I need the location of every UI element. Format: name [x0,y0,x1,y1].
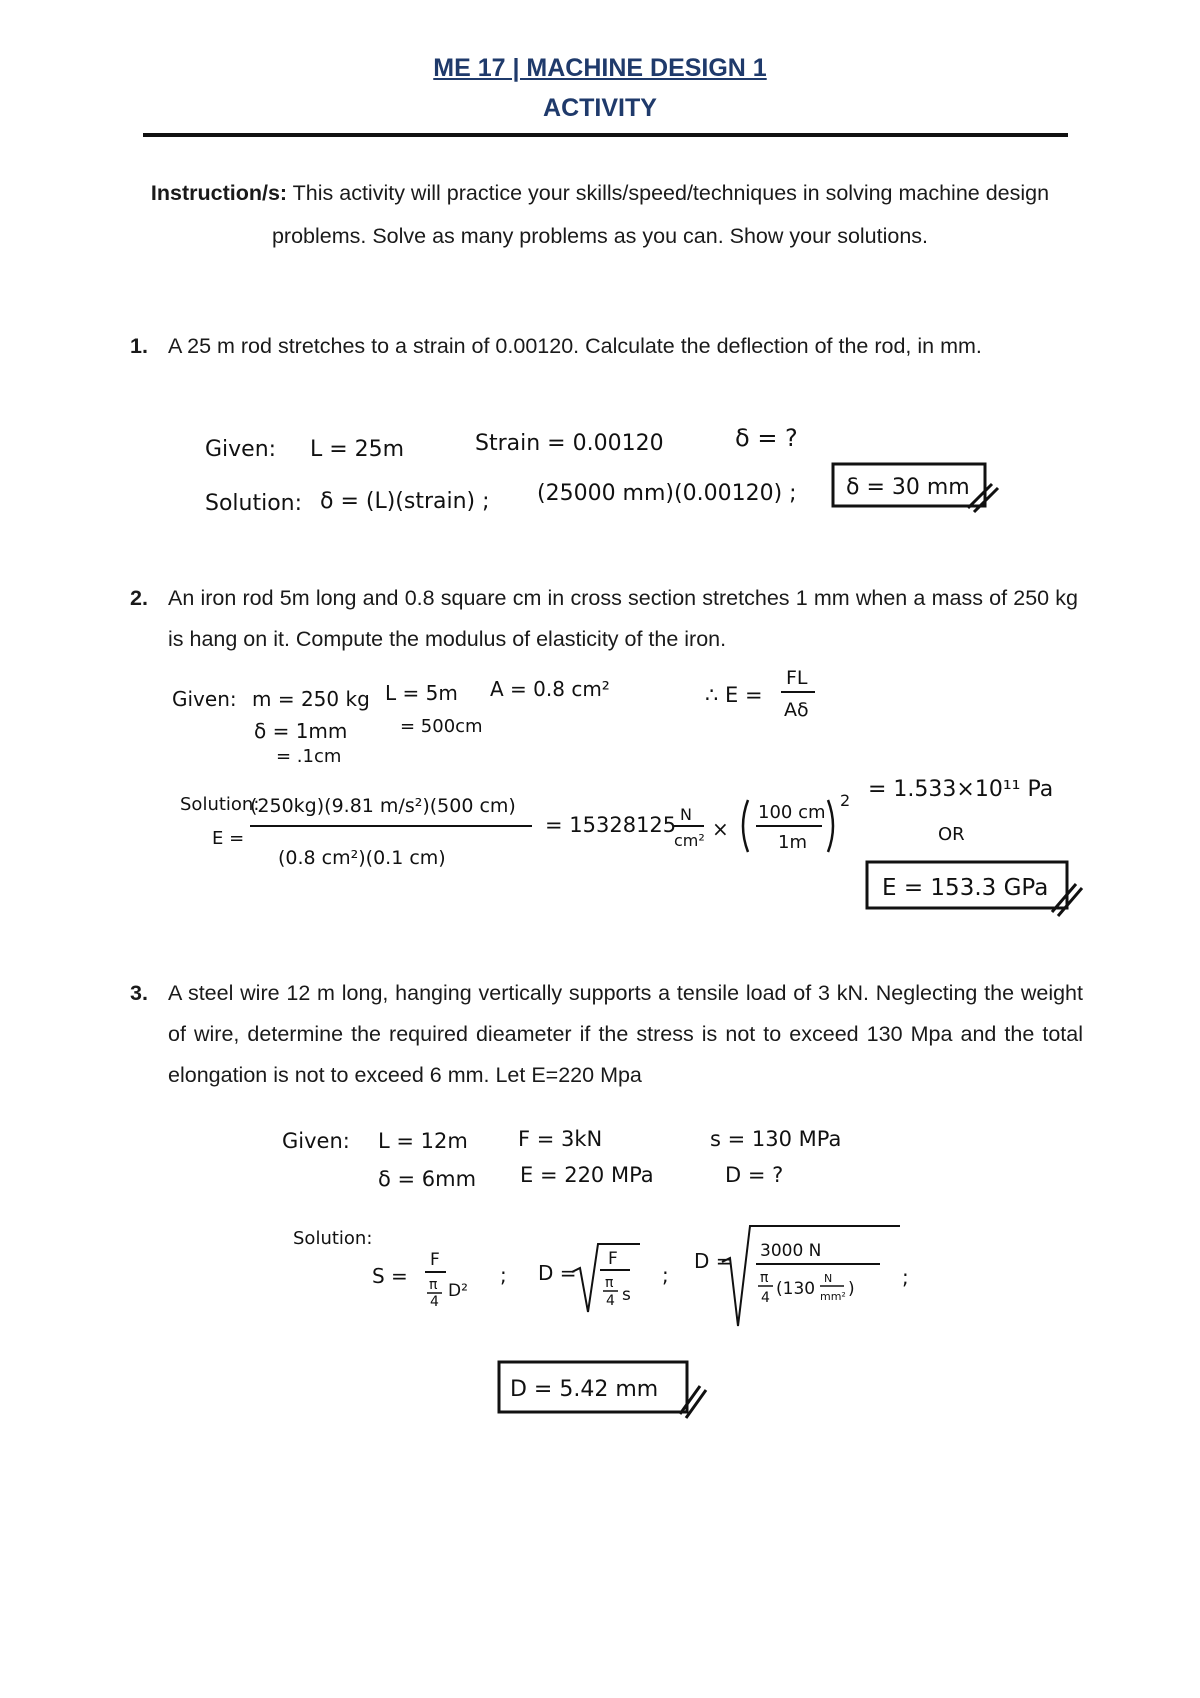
s3-pi-3: π [760,1270,769,1286]
problem-1-number: 1. [130,334,148,358]
s2-e-label: E = [212,828,245,849]
s3-given-delta: δ = 6mm [378,1167,477,1191]
solution-1 [205,424,998,516]
s2-given-m: m = 250 kg [252,687,370,711]
s3-semicolon-3: ; [902,1265,909,1289]
s3-given-l: L = 12m [378,1129,468,1153]
s2-given-l-cm: = 500cm [400,716,483,737]
s3-val-unit-den: mm² [820,1290,846,1303]
s2-solution-label: Solution: [180,794,260,815]
s3-f1: F [430,1250,440,1270]
s2-numerator: (250kg)(9.81 m/s²)(500 cm) [250,795,516,817]
instructions-text: This activity will practice your skills/speed/techniques in solving machine design problems. Solve as many problems as you can. Show your solutions. [271,181,1050,248]
s2-given-delta: δ = 1mm [254,719,348,743]
s2-paren-right [828,800,833,852]
s3-semicolon-2: ; [662,1263,669,1287]
problem-3-text: A steel wire 12 m long, hanging vertically supports a tensile load of 3 kN. Neglecting the weight of wire, determine the required dieameter if the stress is not to exceed 130 Mpa and the total elongation is not to exceed 6 mm. Let E=220 Mpa [168,981,1083,1087]
s3-d-label-1: D = [538,1261,577,1285]
s3-answer: D = 5.42 mm [510,1377,659,1402]
s3-given-label: Given: [282,1129,350,1153]
s2-intermediate: = 15328125 [545,813,677,837]
s3-semicolon-1: ; [500,1263,507,1287]
s3-given-d: D = ? [725,1163,784,1187]
s3-four-1: 4 [430,1294,439,1310]
s2-formula-num: FL [786,667,808,689]
s1-substitution: (25000 mm)(0.00120) ; [537,481,797,506]
s2-unit-den: cm² [674,831,705,850]
s1-solution-label: Solution: [205,491,303,516]
s3-four-2: 4 [606,1293,615,1309]
course-title: ME 17 | MACHINE DESIGN 1 [433,54,767,82]
activity-title: ACTIVITY [543,94,657,122]
s3-close: ) [848,1279,855,1299]
s3-d-label-2: D = [694,1249,733,1273]
s3-four-3: 4 [761,1290,770,1306]
problem-2-number: 2. [130,586,148,610]
s3-pi-1: π [429,1277,438,1293]
s2-given-delta-cm: = .1cm [276,746,342,767]
s1-given-delta: δ = ? [735,424,798,452]
s3-val-s: (130 [776,1279,816,1299]
solution-3 [282,1127,909,1418]
s2-conv-num: 100 cm [758,802,826,823]
s2-therefore: ∴ E = [705,683,763,707]
problem-2-text: An iron rod 5m long and 0.8 square cm in cross section stretches 1 mm when a mass of 250 kg is hang on it. Compute the modulus of elasticity of the iron. [168,586,1078,651]
s2-denominator: (0.8 cm²)(0.1 cm) [278,847,446,869]
s1-formula: δ = (L)(strain) ; [320,489,490,514]
s2-answer: E = 153.3 GPa [882,875,1049,901]
s3-s-var: s [622,1285,631,1305]
s2-unit-num: N [680,805,692,824]
problem-1-text: A 25 m rod stretches to a strain of 0.00120. Calculate the deflection of the rod, in mm. [168,334,982,358]
s1-given-strain: Strain = 0.00120 [475,431,664,456]
instructions-label: Instruction/s: [150,181,288,205]
s1-given-label: Given: [205,437,277,462]
s2-conv-den: 1m [778,832,807,853]
s2-squared: 2 [840,791,851,810]
s3-s-label: S = [372,1264,408,1288]
s1-given-l: L = 25m [310,437,405,462]
s2-result: = 1.533×10¹¹ Pa [868,777,1054,802]
problem-3-number: 3. [130,981,148,1005]
s2-given-l: L = 5m [385,681,458,705]
s3-f2: F [608,1249,618,1269]
s1-answer: δ = 30 mm [846,475,970,500]
s3-pi-2: π [605,1275,614,1291]
s3-given-s: s = 130 MPa [710,1127,842,1151]
s3-val-num: 3000 N [760,1241,822,1261]
s3-given-f: F = 3kN [518,1127,603,1151]
s2-times: × [712,817,729,841]
s3-solution-label: Solution: [293,1228,373,1249]
s1-answer-mark [968,484,998,512]
s3-val-unit-num: N [824,1272,833,1285]
solution-2 [172,667,1082,916]
s2-or: OR [938,824,965,845]
s2-given-label: Given: [172,687,237,711]
s2-given-a: A = 0.8 cm² [490,677,610,701]
s3-d2: D² [448,1281,468,1301]
s2-formula-den: Aδ [784,699,809,721]
s2-paren-left [743,800,748,852]
s3-given-e: E = 220 MPa [520,1163,654,1187]
